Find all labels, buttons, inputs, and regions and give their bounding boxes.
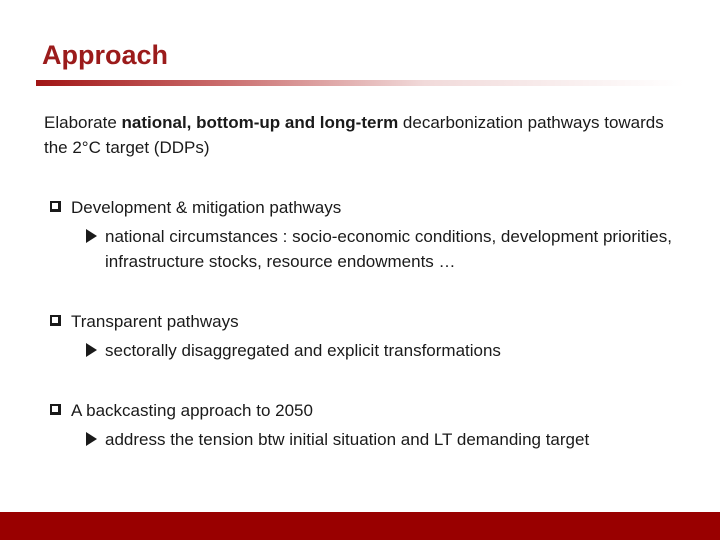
intro-text: Elaborate bbox=[44, 113, 122, 132]
sub-bullet bbox=[86, 224, 690, 274]
bullet-item bbox=[50, 195, 690, 274]
bullet-text: Development & mitigation pathways bbox=[71, 198, 342, 217]
intro-text-end: decarbonization pathways towards the 2°C target (DDPs) bbox=[44, 113, 664, 157]
arrow-bullet-icon bbox=[86, 432, 97, 446]
arrow-bullet-icon bbox=[86, 343, 97, 357]
sub-bullet bbox=[86, 427, 690, 452]
bullet-item bbox=[50, 398, 690, 452]
bullet-item bbox=[50, 309, 690, 363]
bullet-text: A backcasting approach to 2050 bbox=[71, 401, 313, 420]
sub-bullet-text: address the tension btw initial situation and LT demanding target bbox=[105, 430, 590, 449]
sub-bullet-text: national circumstances : socio-economic conditions, development priorities, infrastructure stocks, resource endowments … bbox=[105, 227, 672, 271]
title-underline bbox=[36, 80, 684, 86]
footer-bar bbox=[0, 512, 720, 540]
sub-bullet bbox=[86, 338, 690, 363]
sub-bullet-text: sectorally disaggregated and explicit transformations bbox=[105, 341, 501, 360]
slide-title: Approach bbox=[42, 40, 169, 70]
intro-paragraph bbox=[44, 110, 674, 160]
checkbox-bullet-icon bbox=[50, 404, 61, 415]
bullet-text: Transparent pathways bbox=[71, 312, 239, 331]
checkbox-bullet-icon bbox=[50, 201, 61, 212]
checkbox-bullet-icon bbox=[50, 315, 61, 326]
intro-bold-text: national, bottom-up and long-term bbox=[121, 113, 399, 132]
arrow-bullet-icon bbox=[86, 229, 97, 243]
